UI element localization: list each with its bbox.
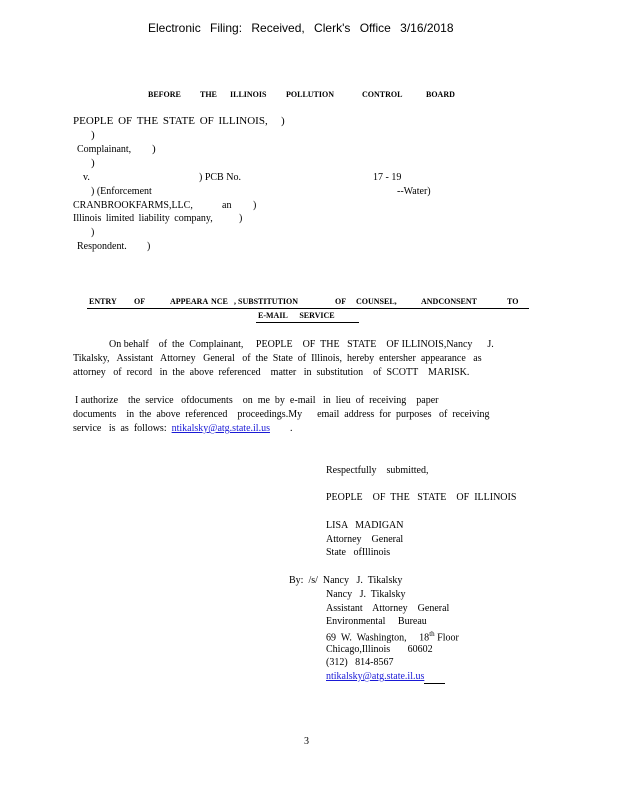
respondent-name: CRANBROOKFARMS,LLC,: [73, 200, 193, 211]
title-underline: [256, 322, 359, 323]
signer-email-link[interactable]: ntikalsky@atg.state.il.us: [326, 671, 425, 682]
signer-address: [326, 630, 459, 643]
title-word: , SUBSTITUTION: [234, 297, 299, 306]
page-number: 3: [304, 736, 309, 747]
caption-paren: ): [91, 157, 95, 169]
complainant-party: PEOPLE OF THE STATE OF ILLINOIS,: [73, 115, 268, 127]
complainant-label: Complainant,: [77, 144, 132, 155]
title-word: OF: [134, 297, 146, 306]
board-heading-word: BOARD: [426, 90, 455, 99]
title-email-service: E-MAIL SERVICE: [258, 311, 335, 320]
signature-by-line: By: /s/ Nancy J. Tikalsky: [289, 575, 403, 586]
title-word: OF: [335, 297, 347, 306]
caption-paren: ): [147, 241, 151, 252]
body-paragraph-2-line: I authorize the service ofdocuments on me by e-mail in lieu of receiving paper: [75, 395, 439, 406]
board-heading-word: BEFORE: [148, 90, 181, 99]
body-paragraph-2-line: [73, 423, 292, 434]
address-ordinal: th: [429, 630, 435, 638]
signature-party: PEOPLE OF THE STATE OF ILLINOIS: [326, 492, 517, 503]
body-paragraph-2-line: documents in the above referenced proceedings.My email address for purposes of receiving: [73, 409, 490, 420]
signer-title: Assistant Attorney General: [326, 603, 450, 614]
filing-stamp: Electronic Filing: Received, Clerk's Office 3/16/2018: [148, 21, 454, 35]
body-paragraph-1-line: Tikalsky, Assistant Attorney General of the State of Illinois, hereby entersher appearance as: [73, 353, 482, 364]
caption-paren: ): [152, 143, 156, 155]
signer-name: Nancy J. Tikalsky: [326, 589, 406, 600]
pcb-label: ) PCB No.: [199, 172, 241, 183]
consent-text: service is as follows:: [73, 423, 167, 434]
title-word: NCE: [211, 297, 228, 306]
address-floor: Floor: [434, 632, 459, 644]
period: .: [289, 423, 293, 434]
caption-paren: ): [91, 227, 95, 238]
title-word: ENTRY: [89, 297, 117, 306]
address-street: 69 W. Washington, 18: [326, 632, 430, 644]
attorney-general-state: State ofIllinois: [326, 547, 391, 558]
board-heading-word: POLLUTION: [286, 90, 335, 99]
respondent-description: Illinois limited liability company,: [73, 213, 213, 224]
respondent-an: an: [222, 200, 232, 211]
caption-paren: ): [91, 129, 95, 141]
caption-paren: ): [281, 115, 285, 127]
caption-paren: ): [239, 213, 243, 224]
attorney-general-name: LISA MADIGAN: [326, 520, 404, 531]
signer-city: Chicago,Illinois 60602: [326, 644, 433, 655]
signer-phone: (312) 814-8567: [326, 657, 394, 668]
enforcement-label: ) (Enforcement: [91, 186, 152, 197]
caption-paren: ): [253, 200, 257, 211]
title-word: ANDCONSENT: [421, 297, 478, 306]
water-label: --Water): [397, 186, 431, 197]
attorney-general-title: Attorney General: [326, 534, 404, 545]
versus: v.: [83, 172, 90, 183]
body-paragraph-1-line: On behalf of the Complainant, PEOPLE OF THE STATE OF ILLINOIS,Nancy J.: [109, 339, 494, 350]
title-underline: [87, 308, 529, 309]
respondent-label: Respondent.: [77, 241, 127, 252]
signer-email: [326, 671, 424, 682]
closing: Respectfully submitted,: [326, 465, 429, 476]
body-paragraph-1-line: attorney of record in the above referenced matter in substitution of SCOTT MARISK.: [73, 367, 470, 378]
title-word: COUNSEL,: [356, 297, 397, 306]
title-word: APPEARA: [170, 297, 209, 306]
email-underline-extension: [424, 683, 445, 684]
signer-bureau: Environmental Bureau: [326, 616, 427, 627]
case-number: 17 - 19: [373, 172, 402, 183]
board-heading-word: THE: [200, 90, 217, 99]
board-heading-word: CONTROL: [362, 90, 403, 99]
consent-email-link[interactable]: ntikalsky@atg.state.il.us: [171, 423, 270, 434]
title-word: TO: [507, 297, 519, 306]
board-heading-word: ILLINOIS: [230, 90, 267, 99]
